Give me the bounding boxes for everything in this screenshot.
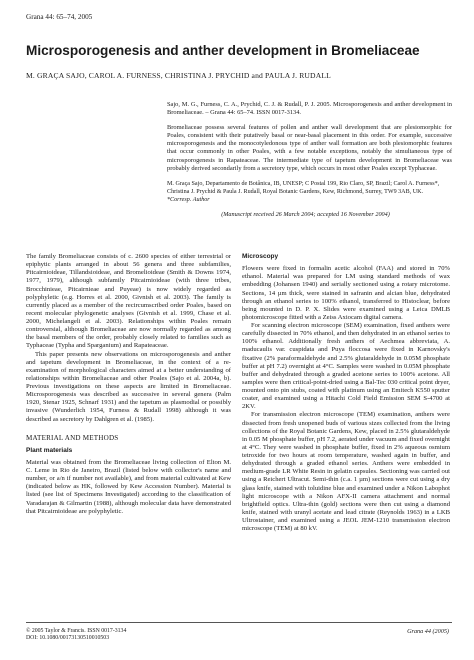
footer-journal: Grana 44 (2005) <box>407 628 449 635</box>
plant-materials-paragraph: Material was obtained from the Bromeliaceae living collection of Elton M. C. Leme in Rio de Janeiro, Brazil (listed below with collector's name and number, or a/n if number not available), and from material cultivated at Kew (indicated below as HK, followed by Kew Accession Number). Material is listed (see list of Specimens Investigated) according to the classification of Varadarajan & Gilmartin (1988), although molecular data have demonstrated that Pitcairnioideae are polyphyletic. <box>26 458 231 515</box>
right-column <box>242 253 450 533</box>
left-column <box>26 253 231 516</box>
author-addresses: M. Graça Sajo, Departamento de Botânica, IB, UNESP; C Postal 199, Rio Claro, SP, Brazil; Carol A. Furness*, Christina J. Prychid & Paula J. Rudall, Royal Botanic Gardens, Kew, Richmond, Surrey, TW9 3AB, UK. <box>167 180 440 195</box>
tem-methods-paragraph: For transmission electron microscope (TEM) examination, anthers were dissected from fresh unopened buds of various sizes collected from the living collections of the Royal Botanic Gardens, Kew, placed in 2.5% glutaraldehyde in 0.05 M phosphate buffer, pH 7.2, aerated under vacuum and fixed overnight at 4°C. They were washed in phosphate buffer, fixed in 2% aqueous osmium tetroxide for two hours at room temperature, washed again in buffer, and dehydrated through a graded ethanol series. Anthers were embedded in medium-grade LR White Resin in gelatin capsules. Sectioning was carried out using a Reichert Ultracut. Semi-thin (c.a. 1 µm) sections were cut using a dry glass knife, stained with toluidine blue and examined under a Nikon Labophot light microscope with a Nikon AFX-II camera attachment and normal brightfield optics. Ultra-thin (gold) sections were then cut using a diamond knife, stained with uranyl acetate and lead citrate (Reynolds 1963) in a LKB Ultrostainer, and examined using a JEOL JEM-1210 transmission electron microscope (TEM) at 80 kV. <box>242 411 450 533</box>
corresponding-author-note: *Corresp. Author <box>167 196 210 203</box>
copyright-line: © 2005 Taylor & Francis. ISSN 0017-3134 <box>26 628 127 634</box>
footer-divider <box>26 622 452 623</box>
author-list: M. GRAÇA SAJO, CAROL A. FURNESS, CHRISTINA J. PRYCHID and PAULA J. RUDALL <box>26 71 331 80</box>
subsection-heading-microscopy: Microscopy <box>242 253 279 260</box>
sem-methods-paragraph: For scanning electron microscope (SEM) examination, fixed anthers were carefully dissected in 70% ethanol, and then dehydrated in an ethanol series to 100% ethanol. Additionally fresh anthers of Aechmea abbreviata, A. maducaulis var. cuspidata and Puya floccosa were fixed in Karnovsky's fixative (2% paraformaldehyde and 2.5% glutaraldehyde in 0.05M phosphate buffer at pH 7.2) overnight at 4°C. Samples were washed in 0.05M phosphate buffer and dehydrated through a graded acetone series to 100% acetone. All samples were then critical-point-dried using a Bal-Tec 030 critical point dryer, mounted onto pin stubs, coated with platinum using an Emitech K550 sputter coater, and examined using a Hitachi Cold Field Emission SEM S-4700 at 2KV. <box>242 322 450 411</box>
abstract-block <box>167 101 452 226</box>
lm-methods-paragraph: Flowers were fixed in formalin acetic alcohol (FAA) and stored in 70% ethanol. Material was prepared for LM using standard methods of wax embedding (Johansen 1940) and serially sectioned using a rotary microtome. Sections, 14 µm thick, were stained in safranin and alcian blue, dehydrated through an ethanol series to 100% ethanol, transferred to Histoclear, before being mounted in D. P. X. Slides were examined using a Leica DMLB photomicroscope fitted with a Zeiss Axiocam digital camera. <box>242 265 450 321</box>
intro-paragraph: This paper presents new observations on microsporogenesis and anther and tapetum development in Bromeliaceae, in the context of a re-examination of morphological characters aimed at a better understanding of relationships within Bromeliaceae and other Poales (Sajo et al. 2004a, b). Previous investigations on these aspects are limited in Bromeliaceae. Microsporogenesis was described as successive in several genera (Palm 1920, Stenar 1925, Schnarf 1931) and the tapetum as plasmodial or possibly invasive (Wunderlich 1954, Furness & Rudall 1998) although it was described as secretory by Dahlgren et al. (1985). <box>26 350 231 423</box>
intro-paragraph: The family Bromeliaceae consists of c. 2600 species of either terrestrial or epiphytic plants arranged in about 56 genera and three subfamilies, Pitcairnioideae, Tillandsioideae, and Bromelioideae (Smith & Downs 1974, 1977, 1979), although subfamily Pitcairnioideae (with three tribes, Brocchinieae, Pitcairnieae and Puyeae) is now widely regarded as polyphyletic (e.g. Horres et al. 2000, Givnish et al. 2003). The family is currently placed as a member of the recircumscribed order Poales, based on recent molecular phylogenetic analyses (Givnish et al. 1999, Chase et al. 2000, Michelangeli et al. 2003). Relationships within Poales remain controversial, although Bromeliaceae are now normally regarded as among the basal members of the order, probably closely related to families such as Typhaceae (Typha and Sparganium) and Rapateaceae. <box>26 253 231 350</box>
abstract-body: Bromeliaceae possess several features of pollen and anther wall development that are plesiomorphic for Poales, consistent with their putatively basal or near-basal placement in this order. For example, successive microsporogenesis and the monocotyledonous type of anther wall formation are both plesiomorphic features that occur commonly in other Poales, with a few notable exceptions, notably the simultaneous type of microsporogenesis in Rapateaceae. The intermediate type of tapetum development in Bromeliaceae was probably derived secondarily from a secretory type, which occurs in most other Poales except Typhaceae. <box>167 124 452 172</box>
abstract-citation: Sajo, M. G., Furness, C. A., Prychid, C. J. & Rudall, P. J. 2005. Microsporogenesis and anther development in Bromeliaceae. – Grana 44: 65–74. ISSN 0017-3134. <box>167 101 452 117</box>
footer-left <box>26 628 126 642</box>
doi-line: DOI: 10.1080/00173130510010503 <box>26 635 110 642</box>
article-title: Microsporogenesis and anther development in Bromeliaceae <box>26 43 420 58</box>
section-heading-methods: MATERIAL AND METHODS <box>26 433 119 442</box>
received-dates: (Manuscript received 26 March 2004; accepted 16 November 2004) <box>221 211 390 219</box>
subsection-heading-plant-materials: Plant materials <box>26 446 73 454</box>
journal-citation: Grana 44: 65–74, 2005 <box>26 13 93 21</box>
